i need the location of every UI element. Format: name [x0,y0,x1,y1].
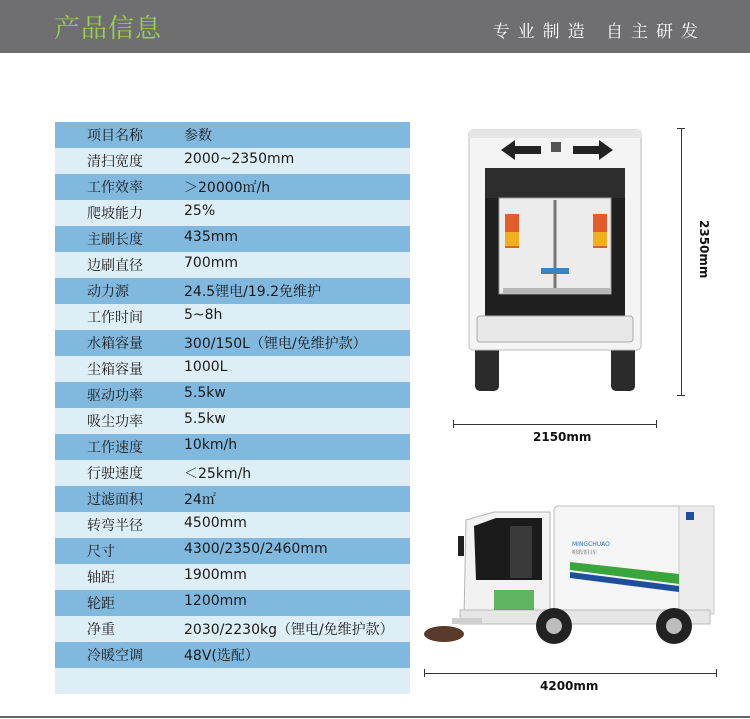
spec-key: 项目名称 [87,128,143,144]
bottom-divider [0,716,750,718]
spec-value: 1900mm [184,567,247,583]
spec-table [55,122,410,694]
spec-value: 4500mm [184,515,247,531]
spec-row [55,148,410,174]
spec-key: 工作时间 [87,310,143,326]
spec-row [55,226,410,252]
brand-text: MINGCHUAO [572,541,610,548]
spec-key: 驱动功率 [87,388,143,404]
spec-key: 水箱容量 [87,336,143,352]
spec-value: 2030/2230kg（锂电/免维护款） [184,622,394,638]
spec-value: 10km/h [184,437,238,453]
spec-row [55,590,410,616]
width-label: 2150mm [533,430,592,444]
spec-row [55,278,410,304]
spec-row [55,356,410,382]
spec-value: ＜25km/h [184,466,252,482]
height-dimension-line [681,128,682,396]
spec-key: 过滤面积 [87,492,143,508]
spec-key: 行驶速度 [87,466,143,482]
spec-key: 工作效率 [87,180,143,196]
spec-value: 25% [184,203,216,219]
spec-row [55,382,410,408]
spec-row [55,304,410,330]
spec-value: 5.5kw [184,385,226,401]
spec-value: 4300/2350/2460mm [184,541,328,557]
spec-row [55,200,410,226]
spec-key: 主刷长度 [87,232,143,248]
spec-row [55,252,410,278]
truck-rear-view [463,128,648,393]
spec-key: 尘箱容量 [87,362,143,378]
spec-row [55,330,410,356]
spec-key: 工作速度 [87,440,143,456]
spec-value: 435mm [184,229,238,245]
spec-row [55,642,410,668]
length-label: 4200mm [540,679,599,693]
header-slogan: 专业制造 自主研发 [492,22,706,42]
spec-key: 清扫宽度 [87,154,143,170]
spec-key: 边刷直径 [87,258,143,274]
spec-value: 5.5kw [184,411,226,427]
spec-row [55,174,410,200]
length-dimension-line [424,673,717,674]
spec-value: 参数 [184,128,212,144]
spec-value: 24㎡ [184,492,216,508]
spec-key: 冷暖空调 [87,648,143,664]
spec-row [55,616,410,642]
height-label: 2350mm [697,220,711,279]
spec-value: 700mm [184,255,238,271]
brand-sub: 明诺清扫车 [572,550,598,556]
spec-value: 48V(选配） [184,648,259,664]
page-title: 产品信息 [54,14,163,44]
spec-value: 24.5锂电/19.2免维护 [184,284,322,300]
spec-key: 爬坡能力 [87,206,143,222]
spec-row [55,564,410,590]
spec-row [55,512,410,538]
spec-value: 5~8h [184,307,223,323]
spec-key: 转弯半径 [87,518,143,534]
header-bar [0,0,750,53]
spec-key: 净重 [87,622,115,638]
spec-key: 吸尘功率 [87,414,143,430]
spec-row [55,434,410,460]
spec-value: ＞20000㎡/h [184,180,271,196]
spec-row [55,460,410,486]
spec-value: 1200mm [184,593,247,609]
spec-row [55,122,410,148]
spec-row [55,538,410,564]
spec-value: 300/150L（锂电/免维护款） [184,336,367,352]
spec-row [55,486,410,512]
truck-side-view [424,500,716,655]
spec-key: 轴距 [87,570,115,586]
spec-key: 动力源 [87,284,129,300]
side-brush [424,626,464,642]
spec-row [55,408,410,434]
spec-key: 轮距 [87,596,115,612]
spec-key: 尺寸 [87,544,115,560]
width-dimension-line [453,424,657,425]
spec-value: 1000L [184,359,228,375]
spec-value: 2000~2350mm [184,151,295,167]
